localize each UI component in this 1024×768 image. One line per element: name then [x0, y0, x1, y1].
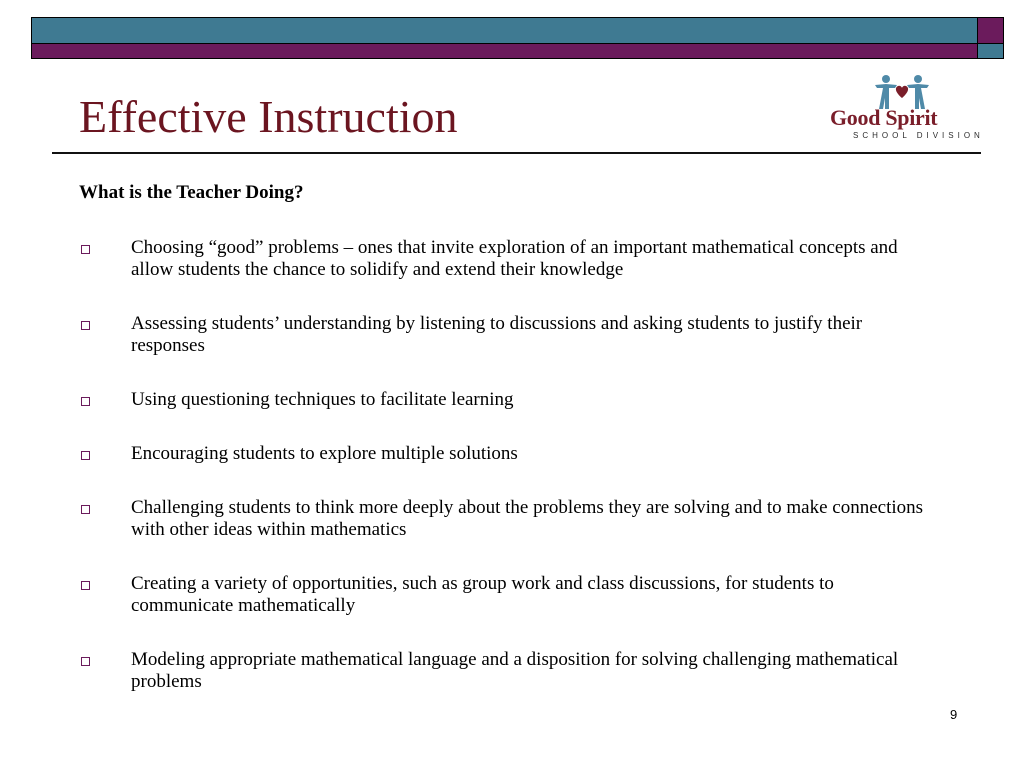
list-item: [79, 389, 939, 411]
list-item: [79, 237, 939, 281]
school-logo: [826, 74, 984, 144]
hollow-square-bullet-icon: [81, 581, 90, 590]
list-item: [79, 649, 939, 693]
list-item: [79, 313, 939, 357]
hollow-square-bullet-icon: [81, 321, 90, 330]
bullet-text: Challenging students to think more deeply about the problems they are solving and to make connections with other ideas within mathematics: [131, 497, 924, 540]
bullet-list: [79, 237, 939, 725]
header-block-teal: [977, 43, 1004, 59]
bullet-text: Creating a variety of opportunities, such as group work and class discussions, for students to communicate mathematically: [131, 573, 834, 616]
list-item: [79, 573, 939, 617]
bullet-text: Assessing students’ understanding by listening to discussions and asking students to justify their responses: [131, 313, 863, 356]
bullet-text: Using questioning techniques to facilitate learning: [131, 389, 514, 410]
page-number: 9: [950, 707, 958, 722]
hollow-square-bullet-icon: [81, 505, 90, 514]
title-divider: [52, 152, 981, 154]
hollow-square-bullet-icon: [81, 451, 90, 460]
header-block-purple: [977, 17, 1004, 44]
hollow-square-bullet-icon: [81, 657, 90, 666]
logo-subtitle: SCHOOL DIVISION: [853, 131, 984, 140]
list-item: [79, 497, 939, 541]
bullet-text: Modeling appropriate mathematical language and a disposition for solving challenging mathematical problems: [131, 649, 899, 692]
logo-name: Good Spirit: [830, 105, 938, 130]
section-subheading: What is the Teacher Doing?: [79, 182, 304, 203]
header-bar-teal: [31, 17, 978, 44]
bullet-text: Encouraging students to explore multiple solutions: [131, 443, 518, 464]
hollow-square-bullet-icon: [81, 245, 90, 254]
slide-title: Effective Instruction: [79, 91, 458, 142]
list-item: [79, 443, 939, 465]
bullet-text: Choosing “good” problems – ones that invite exploration of an important mathematical concepts and allow students the chance to solidify and extend their knowledge: [131, 237, 898, 280]
hollow-square-bullet-icon: [81, 397, 90, 406]
header-bar-purple: [31, 43, 978, 59]
